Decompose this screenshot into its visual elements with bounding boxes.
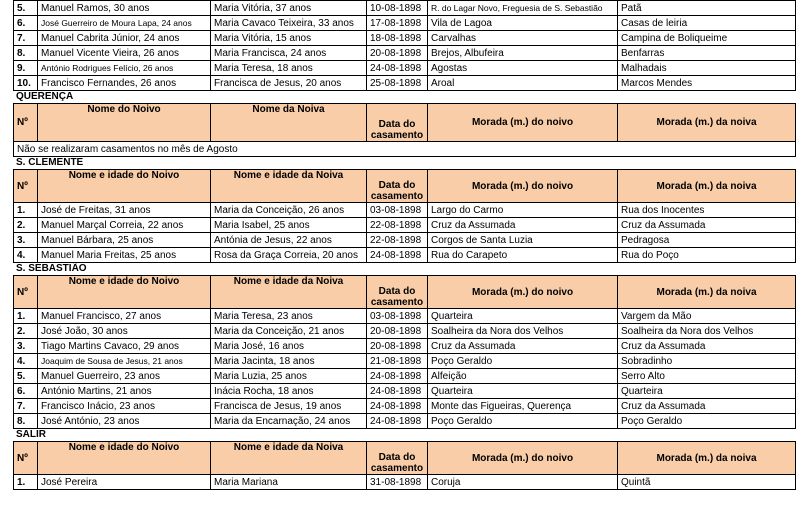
groom-address-cell: Vila de Lagoa — [428, 16, 618, 31]
groom-name-age-cell: Manuel Maria Freitas, 25 anos — [38, 248, 211, 263]
groom-name-age-cell: José Guerreiro de Moura Lapa, 24 anos — [38, 16, 211, 31]
header-number: Nº — [14, 276, 38, 309]
bride-name-age-cell: Rosa da Graça Correia, 20 anos — [211, 248, 367, 263]
table-row — [14, 1, 796, 16]
entry-number-cell: 3. — [14, 233, 38, 248]
groom-address-cell: Monte das Figueiras, Querença — [428, 399, 618, 414]
bride-address-cell: Cruz da Assumada — [618, 399, 796, 414]
s-sebastiao-table — [13, 275, 796, 429]
bride-address-cell: Rua dos Inocentes — [618, 203, 796, 218]
groom-name-age-cell: Tiago Martins Cavaco, 29 anos — [38, 339, 211, 354]
header-groom-address: Morada (m.) do noivo — [428, 104, 618, 142]
bride-address-cell: Cruz da Assumada — [618, 218, 796, 233]
header-groom-name-age: Nome e idade do Noivo — [38, 276, 211, 309]
entry-number-cell: 2. — [14, 324, 38, 339]
groom-address-cell: Agostas — [428, 61, 618, 76]
header-wedding-date: Data do casamento — [367, 276, 428, 309]
header-groom-address: Morada (m.) do noivo — [428, 170, 618, 203]
marriages-table-continued — [13, 0, 796, 91]
header-number: Nº — [14, 442, 38, 475]
bride-name-age-cell: Maria Vitória, 15 anos — [211, 31, 367, 46]
bride-address-cell: Vargem da Mão — [618, 309, 796, 324]
table-body — [14, 475, 796, 490]
bride-address-cell: Malhadais — [618, 61, 796, 76]
bride-name-age-cell: Maria da Conceição, 21 anos — [211, 324, 367, 339]
bride-address-cell: Quarteira — [618, 384, 796, 399]
table-header-row — [14, 170, 796, 203]
bride-address-cell: Casas de leiria — [618, 16, 796, 31]
entry-number-cell: 7. — [14, 31, 38, 46]
entry-number-cell: 8. — [14, 414, 38, 429]
entry-number-cell: 4. — [14, 354, 38, 369]
header-wedding-date: Data do casamento — [367, 442, 428, 475]
groom-address-cell: Quarteira — [428, 309, 618, 324]
wedding-date-cell: 20-08-1898 — [367, 339, 428, 354]
wedding-date-cell: 22-08-1898 — [367, 218, 428, 233]
groom-address-cell: Corgos de Santa Luzia — [428, 233, 618, 248]
header-bride-address: Morada (m.) da noiva — [618, 170, 796, 203]
wedding-date-cell: 03-08-1898 — [367, 309, 428, 324]
table-row — [14, 354, 796, 369]
groom-name-age-cell: José António, 23 anos — [38, 414, 211, 429]
section-title-querenca: QUERENÇA — [16, 91, 74, 102]
groom-name-age-cell: Francisco Fernandes, 26 anos — [38, 76, 211, 91]
section-title-salir: SALIR — [16, 429, 46, 440]
wedding-date-cell: 24-08-1898 — [367, 248, 428, 263]
bride-address-cell: Poço Geraldo — [618, 414, 796, 429]
groom-address-cell: Coruja — [428, 475, 618, 490]
entry-number-cell: 4. — [14, 248, 38, 263]
header-number: Nº — [14, 170, 38, 203]
bride-address-cell: Rua do Poço — [618, 248, 796, 263]
groom-name-age-cell: José Pereira — [38, 475, 211, 490]
groom-address-cell: Brejos, Albufeira — [428, 46, 618, 61]
wedding-date-cell: 25-08-1898 — [367, 76, 428, 91]
groom-address-cell: Cruz da Assumada — [428, 339, 618, 354]
entry-number-cell: 5. — [14, 1, 38, 16]
table-row — [14, 248, 796, 263]
groom-name-age-cell: Manuel Ramos, 30 anos — [38, 1, 211, 16]
header-bride-address: Morada (m.) da noiva — [618, 442, 796, 475]
bride-address-cell: Quintã — [618, 475, 796, 490]
entry-number-cell: 8. — [14, 46, 38, 61]
wedding-date-cell: 18-08-1898 — [367, 31, 428, 46]
entry-number-cell: 9. — [14, 61, 38, 76]
section-title-s-clemente: S. CLEMENTE — [16, 157, 84, 168]
wedding-date-cell: 24-08-1898 — [367, 61, 428, 76]
bride-name-age-cell: Francisca de Jesus, 20 anos — [211, 76, 367, 91]
header-bride-name-age: Nome e idade da Noiva — [211, 442, 367, 475]
bride-name-age-cell: Maria Francisca, 24 anos — [211, 46, 367, 61]
bride-name-age-cell: Maria José, 16 anos — [211, 339, 367, 354]
header-bride-address: Morada (m.) da noiva — [618, 276, 796, 309]
groom-name-age-cell: Manuel Bárbara, 25 anos — [38, 233, 211, 248]
groom-name-age-cell: António Martins, 21 anos — [38, 384, 211, 399]
bride-name-age-cell: Antónia de Jesus, 22 anos — [211, 233, 367, 248]
table-header-row — [14, 104, 796, 142]
wedding-date-cell: 03-08-1898 — [367, 203, 428, 218]
header-groom-name-age: Nome e idade do Noivo — [38, 170, 211, 203]
bride-address-cell: Pedragosa — [618, 233, 796, 248]
groom-address-cell: Alfeição — [428, 369, 618, 384]
wedding-date-cell: 10-08-1898 — [367, 1, 428, 16]
groom-name-age-cell: António Rodrigues Felício, 26 anos — [38, 61, 211, 76]
groom-name-age-cell: Manuel Marçal Correia, 22 anos — [38, 218, 211, 233]
table-row — [14, 475, 796, 490]
header-groom-address: Morada (m.) do noivo — [428, 276, 618, 309]
table-body — [14, 1, 796, 91]
bride-name-age-cell: Inácia Rocha, 18 anos — [211, 384, 367, 399]
table-row — [14, 76, 796, 91]
groom-address-cell: Rua do Carapeto — [428, 248, 618, 263]
bride-name-age-cell: Maria Teresa, 18 anos — [211, 61, 367, 76]
groom-address-cell: Quarteira — [428, 384, 618, 399]
entry-number-cell: 6. — [14, 16, 38, 31]
bride-address-cell: Soalheira da Nora dos Velhos — [618, 324, 796, 339]
groom-name-age-cell: Francisco Inácio, 23 anos — [38, 399, 211, 414]
bride-address-cell: Sobradinho — [618, 354, 796, 369]
groom-address-cell: R. do Lagar Novo, Freguesia de S. Sebastião — [428, 1, 618, 16]
header-wedding-date: Data do casamento — [367, 104, 428, 142]
wedding-date-cell: 24-08-1898 — [367, 369, 428, 384]
header-bride-name: Nome da Noiva — [211, 104, 367, 142]
bride-name-age-cell: Maria Mariana — [211, 475, 367, 490]
wedding-date-cell: 24-08-1898 — [367, 384, 428, 399]
table-header-row — [14, 276, 796, 309]
entry-number-cell: 3. — [14, 339, 38, 354]
wedding-date-cell: 24-08-1898 — [367, 399, 428, 414]
bride-name-age-cell: Maria Isabel, 25 anos — [211, 218, 367, 233]
table-body — [14, 309, 796, 429]
wedding-date-cell: 20-08-1898 — [367, 324, 428, 339]
bride-name-age-cell: Maria Jacinta, 18 anos — [211, 354, 367, 369]
groom-address-cell: Soalheira da Nora dos Velhos — [428, 324, 618, 339]
header-groom-address: Morada (m.) do noivo — [428, 442, 618, 475]
table-row — [14, 369, 796, 384]
table-row — [14, 399, 796, 414]
groom-name-age-cell: Manuel Francisco, 27 anos — [38, 309, 211, 324]
table-row — [14, 31, 796, 46]
groom-name-age-cell: Manuel Vicente Vieira, 26 anos — [38, 46, 211, 61]
header-wedding-date: Data do casamento — [367, 170, 428, 203]
no-marriages-note: Não se realizaram casamentos no mês de Agosto — [14, 142, 796, 157]
table-row — [14, 142, 796, 157]
bride-name-age-cell: Maria Vitória, 37 anos — [211, 1, 367, 16]
entry-number-cell: 1. — [14, 309, 38, 324]
salir-table — [13, 441, 796, 490]
entry-number-cell: 1. — [14, 203, 38, 218]
table-row — [14, 203, 796, 218]
groom-name-age-cell: José de Freitas, 31 anos — [38, 203, 211, 218]
bride-address-cell: Patã — [618, 1, 796, 16]
entry-number-cell: 6. — [14, 384, 38, 399]
groom-name-age-cell: Manuel Cabrita Júnior, 24 anos — [38, 31, 211, 46]
bride-address-cell: Benfarras — [618, 46, 796, 61]
table-row — [14, 324, 796, 339]
table-row — [14, 233, 796, 248]
entry-number-cell: 5. — [14, 369, 38, 384]
querenca-table — [13, 103, 796, 157]
section-title-s-sebastiao: S. SEBASTIÃO — [16, 263, 87, 274]
s-clemente-table — [13, 169, 796, 263]
document-page — [13, 0, 795, 490]
wedding-date-cell: 21-08-1898 — [367, 354, 428, 369]
wedding-date-cell: 22-08-1898 — [367, 233, 428, 248]
header-groom-name: Nome do Noivo — [38, 104, 211, 142]
groom-name-age-cell: Joaquim de Sousa de Jesus, 21 anos — [38, 354, 211, 369]
table-row — [14, 218, 796, 233]
groom-address-cell: Poço Geraldo — [428, 354, 618, 369]
groom-address-cell: Carvalhas — [428, 31, 618, 46]
header-bride-name-age: Nome e idade da Noiva — [211, 276, 367, 309]
groom-address-cell: Aroal — [428, 76, 618, 91]
table-header-row — [14, 442, 796, 475]
entry-number-cell: 2. — [14, 218, 38, 233]
groom-name-age-cell: José João, 30 anos — [38, 324, 211, 339]
wedding-date-cell: 24-08-1898 — [367, 414, 428, 429]
entry-number-cell: 10. — [14, 76, 38, 91]
groom-address-cell: Poço Geraldo — [428, 414, 618, 429]
header-bride-name-age: Nome e idade da Noiva — [211, 170, 367, 203]
bride-name-age-cell: Maria da Encarnação, 24 anos — [211, 414, 367, 429]
header-bride-address: Morada (m.) da noiva — [618, 104, 796, 142]
bride-name-age-cell: Maria da Conceição, 26 anos — [211, 203, 367, 218]
bride-name-age-cell: Maria Teresa, 23 anos — [211, 309, 367, 324]
table-row — [14, 414, 796, 429]
groom-name-age-cell: Manuel Guerreiro, 23 anos — [38, 369, 211, 384]
bride-address-cell: Campina de Boliqueime — [618, 31, 796, 46]
bride-name-age-cell: Maria Cavaco Teixeira, 33 anos — [211, 16, 367, 31]
table-row — [14, 339, 796, 354]
wedding-date-cell: 17-08-1898 — [367, 16, 428, 31]
table-row — [14, 61, 796, 76]
entry-number-cell: 7. — [14, 399, 38, 414]
bride-name-age-cell: Maria Luzia, 25 anos — [211, 369, 367, 384]
table-row — [14, 46, 796, 61]
table-row — [14, 16, 796, 31]
bride-address-cell: Cruz da Assumada — [618, 339, 796, 354]
wedding-date-cell: 20-08-1898 — [367, 46, 428, 61]
bride-name-age-cell: Francisca de Jesus, 19 anos — [211, 399, 367, 414]
groom-address-cell: Cruz da Assumada — [428, 218, 618, 233]
groom-address-cell: Largo do Carmo — [428, 203, 618, 218]
bride-address-cell: Marcos Mendes — [618, 76, 796, 91]
wedding-date-cell: 31-08-1898 — [367, 475, 428, 490]
bride-address-cell: Serro Alto — [618, 369, 796, 384]
entry-number-cell: 1. — [14, 475, 38, 490]
header-groom-name-age: Nome e idade do Noivo — [38, 442, 211, 475]
table-body — [14, 203, 796, 263]
table-row — [14, 309, 796, 324]
table-row — [14, 384, 796, 399]
header-number: Nº — [14, 104, 38, 142]
